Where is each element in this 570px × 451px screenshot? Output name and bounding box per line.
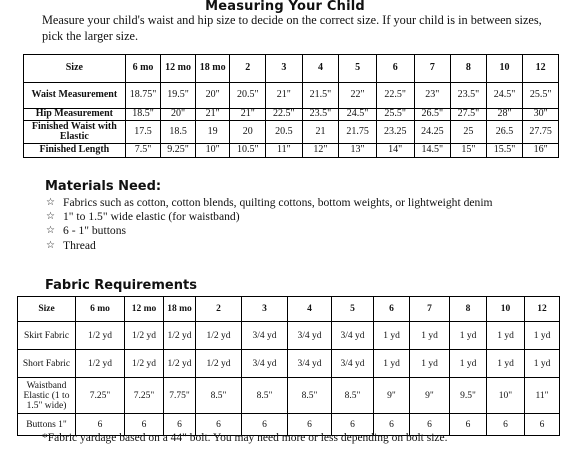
table-cell: 25 bbox=[451, 121, 487, 144]
table-cell: 8.5" bbox=[288, 378, 332, 414]
material-text: Fabrics such as cotton, cotton blends, quilting cottons, bottom weights, or lightweight denim bbox=[63, 196, 493, 209]
table-cell: 1/2 yd bbox=[76, 322, 125, 350]
table-cell: 1 yd bbox=[450, 322, 487, 350]
table-cell: 20 bbox=[230, 121, 266, 144]
table-row bbox=[18, 322, 560, 350]
table-cell: 24.25 bbox=[414, 121, 451, 144]
header-cell: 12 mo bbox=[161, 55, 196, 83]
header-cell: 6 bbox=[376, 55, 414, 83]
table-cell: 3/4 yd bbox=[242, 322, 288, 350]
star-outline-icon: ☆ bbox=[46, 197, 55, 208]
header-cell: 7 bbox=[410, 297, 450, 322]
header-cell: Size bbox=[24, 55, 126, 83]
table-cell: 1 yd bbox=[525, 350, 560, 378]
fabric-table-header bbox=[18, 297, 560, 322]
table-cell: 6 bbox=[196, 414, 242, 436]
table-cell: 20" bbox=[195, 83, 230, 109]
table-cell: 3/4 yd bbox=[332, 350, 374, 378]
row-label: Waist Measurement bbox=[24, 83, 126, 109]
table-cell: 22" bbox=[339, 83, 377, 109]
table-cell: 1 yd bbox=[525, 322, 560, 350]
table-cell: 18.75" bbox=[125, 83, 161, 109]
table-cell: 27.75 bbox=[523, 121, 559, 144]
table-cell: 7.75" bbox=[164, 378, 196, 414]
star-outline-icon: ☆ bbox=[46, 225, 55, 237]
table-cell: 12" bbox=[302, 144, 339, 158]
table-cell: 6 bbox=[288, 414, 332, 436]
materials-list bbox=[46, 196, 566, 253]
table-cell: 14" bbox=[376, 144, 414, 158]
row-label: Skirt Fabric bbox=[18, 322, 76, 350]
table-cell: 1/2 yd bbox=[164, 350, 196, 378]
table-cell: 16" bbox=[523, 144, 559, 158]
header-cell: 4 bbox=[288, 297, 332, 322]
header-cell: 2 bbox=[230, 55, 266, 83]
table-cell: 1/2 yd bbox=[76, 350, 125, 378]
table-cell: 24.5" bbox=[339, 109, 377, 121]
row-label: Finished Waist with Elastic bbox=[24, 121, 126, 144]
table-cell: 25.5" bbox=[376, 109, 414, 121]
table-cell: 20" bbox=[161, 109, 196, 121]
table-cell: 9" bbox=[410, 378, 450, 414]
table-row bbox=[24, 109, 559, 121]
table-cell: 21" bbox=[230, 109, 266, 121]
fabric-table bbox=[17, 296, 560, 436]
table-cell: 9.5" bbox=[450, 378, 487, 414]
header-cell: 18 mo bbox=[164, 297, 196, 322]
table-row bbox=[18, 378, 560, 414]
header-cell: 12 bbox=[525, 297, 560, 322]
table-cell: 1/2 yd bbox=[164, 322, 196, 350]
table-cell: 11" bbox=[525, 378, 560, 414]
table-cell: 21 bbox=[302, 121, 339, 144]
table-cell: 10" bbox=[195, 144, 230, 158]
measurement-table-header bbox=[24, 55, 559, 83]
table-cell: 24.5" bbox=[486, 83, 523, 109]
table-row bbox=[24, 144, 559, 158]
row-label: Buttons 1" bbox=[18, 414, 76, 436]
material-text: 6 - 1" buttons bbox=[63, 224, 127, 238]
table-cell: 1 yd bbox=[374, 350, 410, 378]
table-cell: 25.5" bbox=[523, 83, 559, 109]
table-cell: 20.5 bbox=[266, 121, 303, 144]
table-cell: 15.5" bbox=[486, 144, 523, 158]
table-cell: 9" bbox=[374, 378, 410, 414]
header-cell: 12 bbox=[523, 55, 559, 83]
list-item bbox=[46, 210, 566, 224]
measurement-table bbox=[23, 54, 559, 158]
table-cell: 26.5" bbox=[414, 109, 451, 121]
table-cell: 7.25" bbox=[125, 378, 164, 414]
table-cell: 1 yd bbox=[450, 350, 487, 378]
table-cell: 11" bbox=[266, 144, 303, 158]
table-cell: 23.5" bbox=[302, 109, 339, 121]
list-item bbox=[46, 196, 566, 210]
list-item bbox=[46, 239, 566, 253]
table-cell: 23.5" bbox=[451, 83, 487, 109]
table-cell: 19 bbox=[195, 121, 230, 144]
table-cell: 6 bbox=[487, 414, 525, 436]
star-outline-icon: ☆ bbox=[46, 211, 55, 223]
table-cell: 6 bbox=[164, 414, 196, 436]
row-label: Finished Length bbox=[24, 144, 126, 158]
table-cell: 6 bbox=[125, 414, 164, 436]
table-cell: 19.5" bbox=[161, 83, 196, 109]
table-cell: 21.75 bbox=[339, 121, 377, 144]
table-cell: 1 yd bbox=[374, 322, 410, 350]
header-cell: 8 bbox=[450, 297, 487, 322]
materials-title: Materials Need: bbox=[45, 179, 162, 194]
table-cell: 27.5" bbox=[451, 109, 487, 121]
material-text: Thread bbox=[63, 238, 96, 252]
table-cell: 30" bbox=[523, 109, 559, 121]
table-cell: 22.5" bbox=[376, 83, 414, 109]
header-cell: 10 bbox=[486, 55, 523, 83]
header-cell: 6 mo bbox=[76, 297, 125, 322]
table-cell: 23.25 bbox=[376, 121, 414, 144]
table-cell: 18.5 bbox=[161, 121, 196, 144]
header-cell: 5 bbox=[332, 297, 374, 322]
table-cell: 21" bbox=[266, 83, 303, 109]
material-text: 1" to 1.5" wide elastic (for waistband) bbox=[63, 210, 240, 224]
table-cell: 8.5" bbox=[196, 378, 242, 414]
table-row bbox=[24, 121, 559, 144]
table-cell: 10.5" bbox=[230, 144, 266, 158]
table-cell: 22.5" bbox=[266, 109, 303, 121]
header-cell: 5 bbox=[339, 55, 377, 83]
table-cell: 7.5" bbox=[125, 144, 161, 158]
table-cell: 3/4 yd bbox=[288, 350, 332, 378]
table-cell: 6 bbox=[374, 414, 410, 436]
fabric-footnote: *Fabric yardage based on a 44" bolt. You may need more or less depending on bolt size. bbox=[42, 432, 448, 444]
header-cell: 6 bbox=[374, 297, 410, 322]
measuring-intro: Measure your child's waist and hip size to decide on the correct size. If your child is in between sizes, pick the larger size. bbox=[42, 13, 542, 43]
table-cell: 6 bbox=[450, 414, 487, 436]
table-cell: 15" bbox=[451, 144, 487, 158]
table-cell: 17.5 bbox=[125, 121, 161, 144]
table-cell: 1 yd bbox=[487, 350, 525, 378]
header-cell: 8 bbox=[451, 55, 487, 83]
table-cell: 6 bbox=[242, 414, 288, 436]
table-cell: 21.5" bbox=[302, 83, 339, 109]
table-cell: 18.5" bbox=[125, 109, 161, 121]
header-cell: 10 bbox=[487, 297, 525, 322]
header-cell: 12 mo bbox=[125, 297, 164, 322]
table-cell: 1 yd bbox=[487, 322, 525, 350]
header-cell: 3 bbox=[242, 297, 288, 322]
table-cell: 10" bbox=[487, 378, 525, 414]
header-cell: 6 mo bbox=[125, 55, 161, 83]
table-cell: 1 yd bbox=[410, 322, 450, 350]
header-cell: 4 bbox=[302, 55, 339, 83]
table-cell: 1/2 yd bbox=[196, 322, 242, 350]
table-cell: 1/2 yd bbox=[125, 350, 164, 378]
header-cell: 3 bbox=[266, 55, 303, 83]
table-cell: 7.25" bbox=[76, 378, 125, 414]
table-cell: 1/2 yd bbox=[196, 350, 242, 378]
table-cell: 26.5 bbox=[486, 121, 523, 144]
row-label: Waistband Elastic (1 to 1.5" wide) bbox=[18, 378, 76, 414]
table-cell: 9.25" bbox=[161, 144, 196, 158]
table-cell: 23" bbox=[414, 83, 451, 109]
table-cell: 13" bbox=[339, 144, 377, 158]
table-cell: 14.5" bbox=[414, 144, 451, 158]
table-cell: 6 bbox=[332, 414, 374, 436]
table-row bbox=[24, 83, 559, 109]
table-cell: 21" bbox=[195, 109, 230, 121]
table-cell: 6 bbox=[410, 414, 450, 436]
table-cell: 28" bbox=[486, 109, 523, 121]
row-label: Short Fabric bbox=[18, 350, 76, 378]
header-cell: 2 bbox=[196, 297, 242, 322]
table-cell: 1 yd bbox=[410, 350, 450, 378]
table-cell: 6 bbox=[525, 414, 560, 436]
header-cell: 18 mo bbox=[195, 55, 230, 83]
list-item bbox=[46, 224, 566, 238]
table-cell: 1/2 yd bbox=[125, 322, 164, 350]
measuring-title: Measuring Your Child bbox=[205, 0, 365, 14]
header-cell: 7 bbox=[414, 55, 451, 83]
table-cell: 8.5" bbox=[332, 378, 374, 414]
table-cell: 3/4 yd bbox=[288, 322, 332, 350]
fabric-title: Fabric Requirements bbox=[45, 278, 197, 293]
table-cell: 6 bbox=[76, 414, 125, 436]
table-cell: 3/4 yd bbox=[242, 350, 288, 378]
table-row bbox=[18, 350, 560, 378]
table-cell: 20.5" bbox=[230, 83, 266, 109]
header-cell: Size bbox=[18, 297, 76, 322]
star-outline-icon: ☆ bbox=[46, 239, 55, 251]
row-label: Hip Measurement bbox=[24, 109, 126, 121]
table-cell: 3/4 yd bbox=[332, 322, 374, 350]
table-cell: 8.5" bbox=[242, 378, 288, 414]
